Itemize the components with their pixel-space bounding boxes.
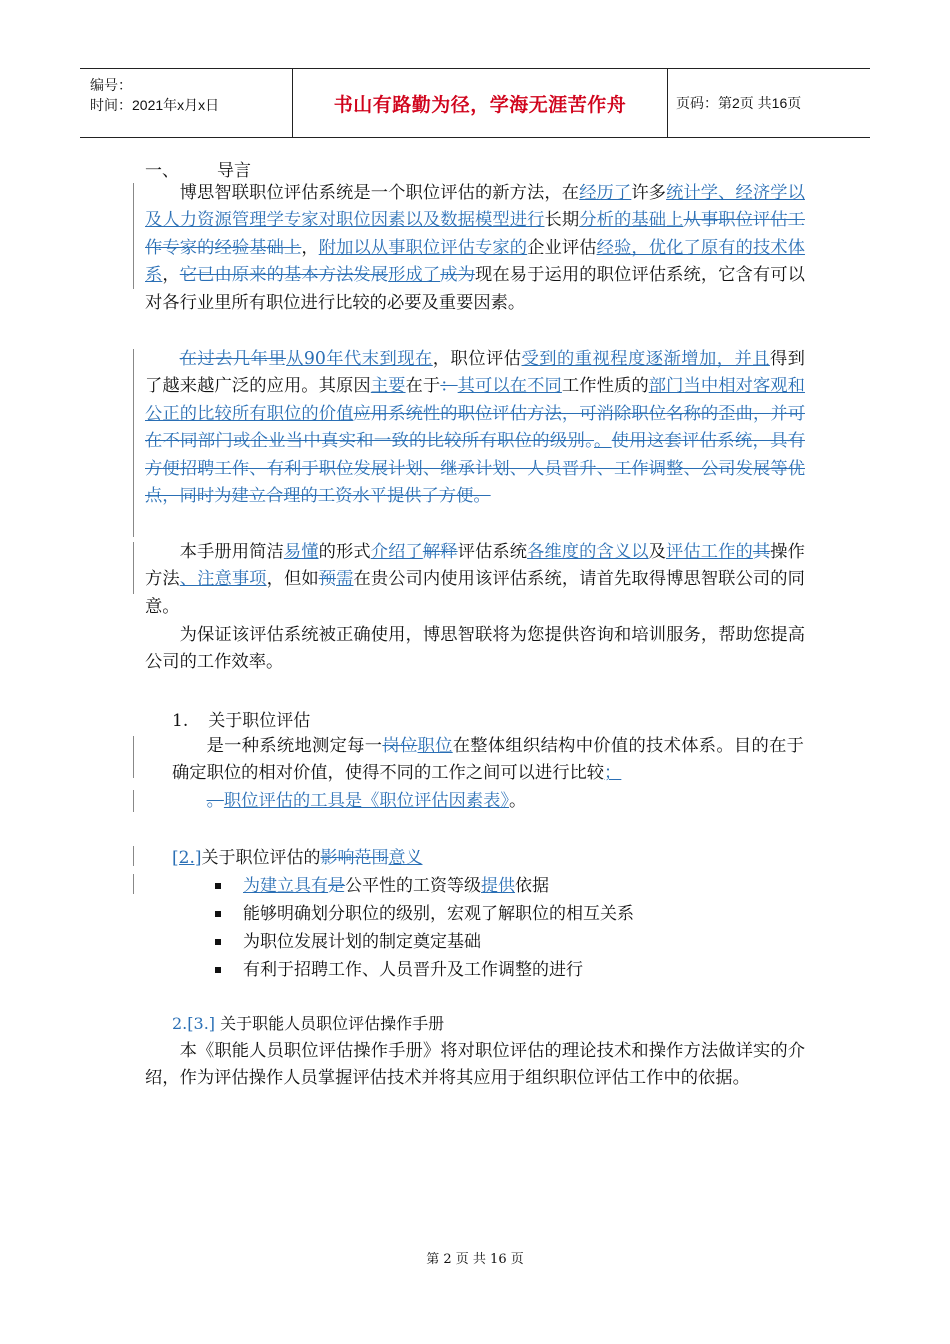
bullet-square-icon	[215, 883, 221, 889]
intro-paragraph-1: 博思智联职位评估系统是一个职位评估的新方法，在经历了许多统计学、经济学以及人力资源管理学专家对职位因素以及数据模型进行长期分析的基础上从事职位评估工作专家的经验基础上，附加以从事职位评估专家的企业评估经验，优化了原有的技术体系，它已由原来的基本方法发展形成了成为现在易于运用的职位评估系统，它含有可以对各行业里所有职位进行比较的必要及重要因素。	[145, 183, 805, 313]
section-1-title: 关于职位评估	[208, 711, 311, 731]
header-motto: 书山有路勤为径，学海无涯苦作舟	[292, 69, 668, 137]
intro-title: 导言	[217, 161, 251, 181]
intro-paragraph-2: 在过去几年里从90年代末到现在，职位评估受到的重视程度逐渐增加，并且得到了越来越广泛的应用。其原因主要在于：其可以在不同工作性质的部门当中相对客观和公正的比较所有职位的价值应用系统性的职位评估方法，可消除职位名称的歪曲，并可在不同部门或企业当中真实和一致的比较所有职位的级别。。使用这套评估系统，具有方便招聘工作、有利于职位发展计划、继承计划、人员晋升、工作调整、公司发展等优点，同时为建立合理的工资水平提供了方便。	[145, 349, 805, 507]
section-3-title: 关于职能人员职位评估操作手册	[220, 1014, 445, 1033]
section-3-heading: 2.[3.] 关于职能人员职位评估操作手册	[172, 1014, 445, 1033]
bullet-square-icon	[215, 967, 221, 973]
list-item: 为建立具有是公平性的工资等级提供依据	[215, 872, 634, 900]
header-page-info: 页码：第2页 共16页	[676, 95, 802, 111]
section-2-number: [2.]	[172, 848, 202, 868]
list-item: 能够明确划分职位的级别，宏观了解职位的相互关系	[215, 900, 634, 928]
bullet-square-icon	[215, 911, 221, 917]
revision-bar	[133, 790, 134, 812]
header-left	[80, 69, 292, 137]
bullet-square-icon	[215, 939, 221, 945]
revision-bar	[133, 183, 134, 289]
section-3-paragraph: 本《职能人员职位评估操作手册》将对职位评估的理论技术和操作方法做详实的介绍，作为评估操作人员掌握评估技术并将其应用于组织职位评估工作中的依据。	[145, 1041, 805, 1089]
section-3-number: 2.	[172, 1014, 188, 1033]
revision-bar	[133, 736, 134, 778]
section-1-paragraph: 是一种系统地测定每一岗位职位在整体组织结构中价值的技术体系。目的在于确定职位的相对价值，使得不同的工作之间可以进行比较；	[172, 736, 804, 784]
revision-bar	[133, 846, 134, 866]
intro-heading	[145, 156, 251, 181]
intro-paragraph-3: 本手册用简洁易懂的形式介绍了解释评估系统各维度的含义以及评估工作的其操作方法、注意事项，但如预需在贵公司内使用该评估系统，请首先取得博思智联公司的同意。	[145, 542, 805, 617]
list-item: 有利于招聘工作、人员晋升及工作调整的进行	[215, 956, 634, 984]
revision-bar	[133, 349, 134, 537]
section-1-number: 1.	[172, 711, 189, 731]
date-label: 时间：2021年x月x日	[90, 97, 220, 113]
list-item: 为职位发展计划的制定奠定基础	[215, 928, 634, 956]
revision-bar	[133, 542, 134, 594]
significance-list	[215, 872, 634, 984]
revision-bar	[133, 874, 134, 894]
intro-number: 一、	[145, 161, 179, 181]
section-2-heading: [2.]关于职位评估的影响范围意义	[172, 848, 423, 868]
page-header	[80, 68, 870, 138]
section-1-tool-line: 。职位评估的工具是《职位评估因素表》。	[206, 791, 527, 811]
code-label: 编号：	[90, 77, 132, 93]
section-1-heading	[172, 706, 310, 731]
intro-paragraph-4: 为保证该评估系统被正确使用，博思智联将为您提供咨询和培训服务，帮助您提高公司的工作效率。	[145, 625, 805, 673]
page-footer: 第 2 页 共 16 页	[426, 1252, 524, 1267]
